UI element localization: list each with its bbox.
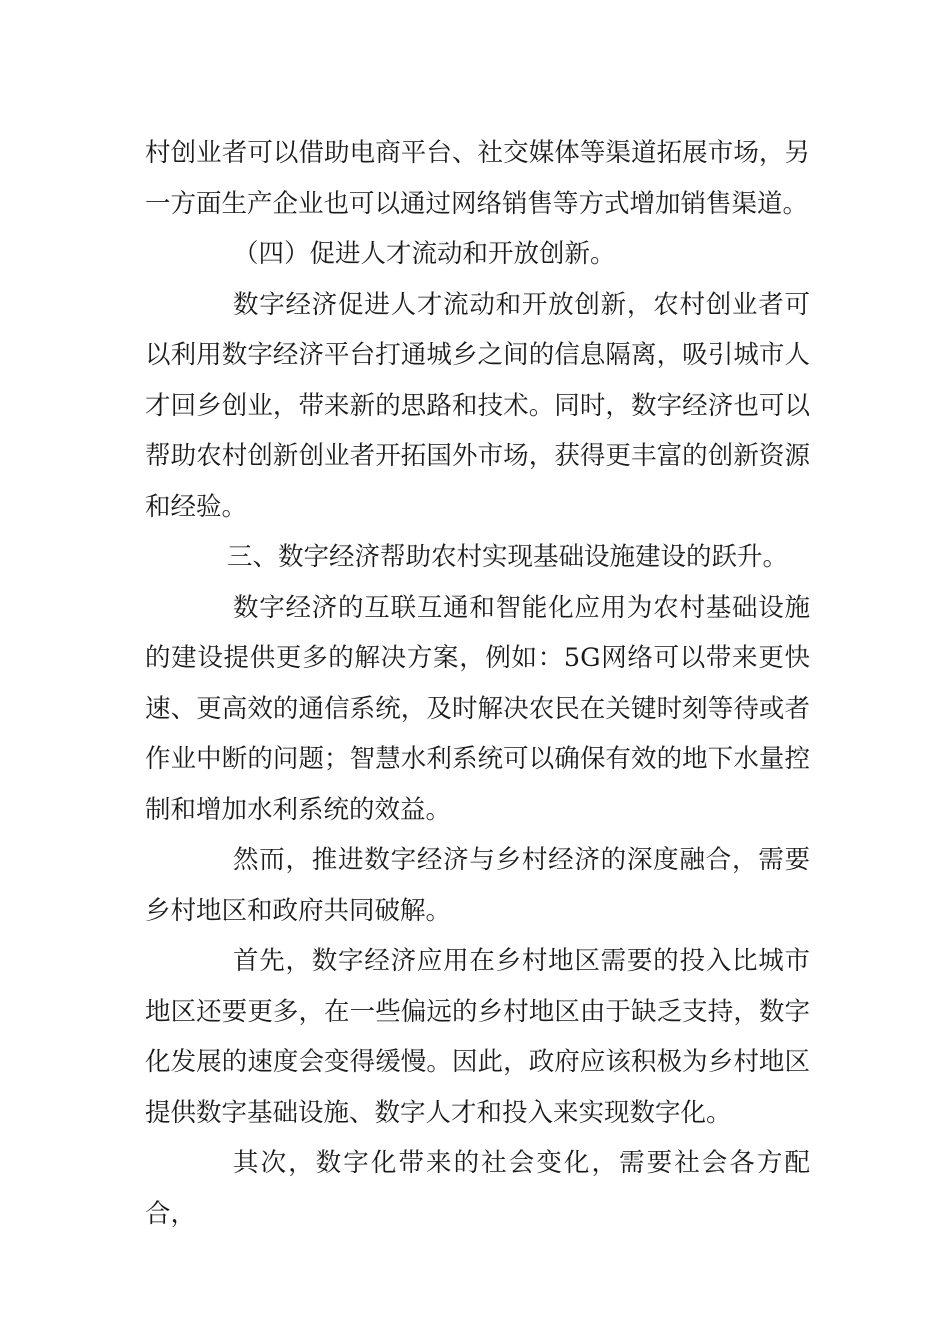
- paragraph-however: 然而，推进数字经济与乡村经济的深度融合，需要乡村地区和政府共同破解。: [145, 845, 810, 926]
- document-body: [145, 128, 810, 1239]
- paragraph-continuation: 村创业者可以借助电商平台、社交媒体等渠道拓展市场，另一方面生产企业也可以通过网络销售等方式增加销售渠道。: [145, 138, 810, 219]
- paragraph-first: 首先，数字经济应用在乡村地区需要的投入比城市地区还要更多，在一些偏远的乡村地区由于缺乏支持，数字化发展的速度会变得缓慢。因此，政府应该积极为乡村地区提供数字基础设施、数字人才和投入来实现数字化。: [145, 946, 810, 1128]
- section-heading-4: （四）促进人才流动和开放创新。: [233, 239, 616, 269]
- paragraph-talent-innovation: 数字经济促进人才流动和开放创新，农村创业者可以利用数字经济平台打通城乡之间的信息隔离，吸引城市人才回乡创业，带来新的思路和技术。同时，数字经济也可以帮助农村创新创业者开拓国外市场，获得更丰富的创新资源和经验。: [145, 289, 810, 522]
- section-heading-3: 三、数字经济帮助农村实现基础设施建设的跃升。: [227, 542, 789, 572]
- paragraph-second: 其次，数字化带来的社会变化，需要社会各方配合，: [145, 1148, 810, 1229]
- paragraph-infrastructure: 数字经济的互联互通和智能化应用为农村基础设施的建设提供更多的解决方案，例如：5G网络可以带来更快速、更高效的通信系统，及时解决农民在关键时刻等待或者作业中断的问题；智慧水利系统可以确保有效的地下水量控制和增加水利系统的效益。: [145, 592, 810, 825]
